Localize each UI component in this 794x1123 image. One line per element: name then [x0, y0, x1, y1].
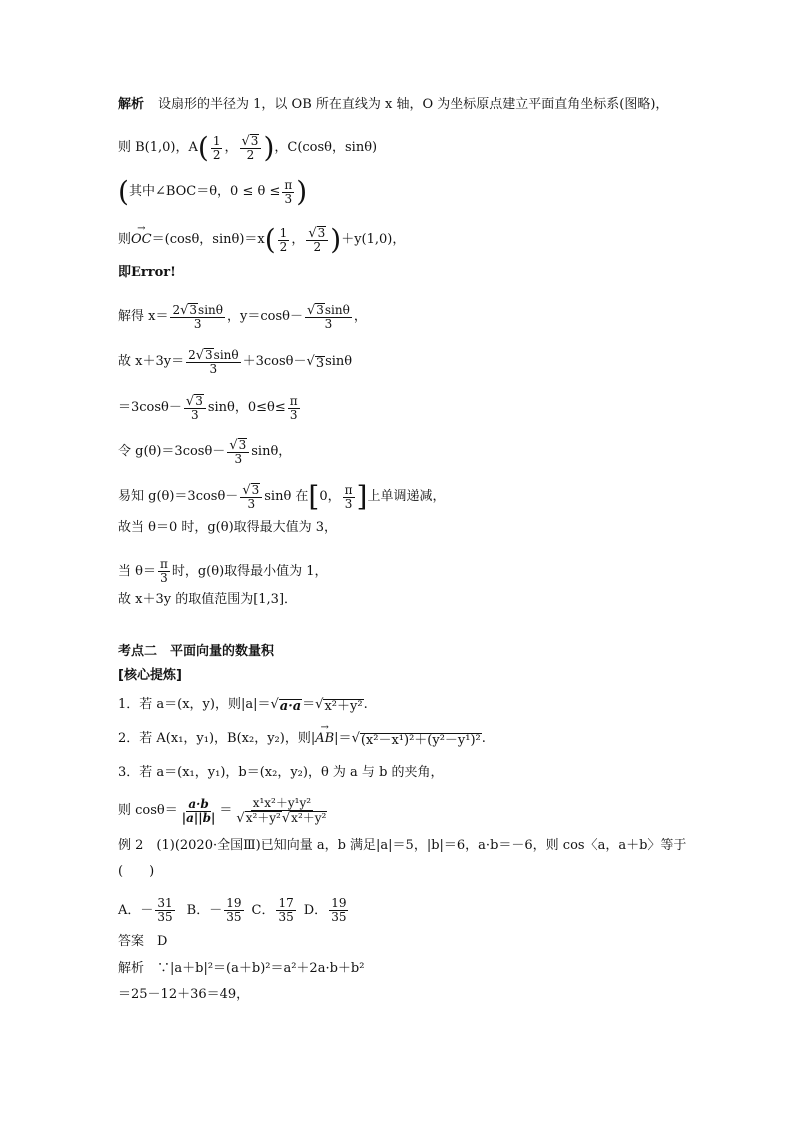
core-item-3-formula: 则 cosθ＝ $\frac{a\cdot b}{|a||b|}$ ＝ x¹x²＋y¹y² √ x²＋y² √ x²＋y² [118, 796, 327, 826]
simplify-line: ＝3cosθ－ √ 3 3 sinθ，0≤θ≤ $\frac{\pi}{3}$ [118, 393, 298, 422]
core-label: [核心提炼] [118, 668, 182, 683]
core-item-1: 1．若 a＝(x，y)，则|a|＝ √ a·a ＝ √ x²＋y² . [118, 697, 368, 714]
option-d[interactable]: D． $\frac{19}{35}$ [303, 896, 347, 924]
intro-text: 设扇形的半径为 1，以 OB 所在直线为 x 轴，O 为坐标原点建立平面直角坐标系(图略)， [158, 97, 669, 112]
analysis-label: 解析 [118, 97, 145, 112]
sum-line: 故 x＋3y＝ 2 √ 3 sinθ 3 ＋3cosθ－ √ 3 sinθ [118, 348, 353, 376]
frac-sqrt3-half: √ 3 2 [240, 134, 262, 162]
section-title: 考点二 平面向量的数量积 [118, 644, 275, 659]
option-c[interactable]: C． $\frac{17}{35}$ [251, 896, 294, 924]
frac-pi-3: $\frac{\pi}{3}$ [284, 177, 293, 206]
error-line: 即Error! [118, 265, 176, 280]
example-question: 例 2 (1)(2020·全国Ⅲ)已知向量 a，b 满足|a|＝5，|b|＝6，a·b＝－6，则 cos〈a，a＋b〉等于 [118, 838, 687, 853]
vector-ab: → AB [315, 731, 334, 747]
where-text: 其中∠BOC＝θ，0 ≤ θ ≤ [128, 184, 281, 199]
where-line: ( 其中∠BOC＝θ，0 ≤ θ ≤ $\frac{\pi}{3}$ ) [118, 175, 308, 208]
coords-c: ，C(cosθ，sinθ) [274, 140, 378, 155]
let-g-line: 令 g(θ)＝3cosθ－ √ 3 3 sinθ， [118, 438, 292, 466]
vector-eq-line: 则 → OC ＝(cosθ，sinθ)＝x ( $\frac{1}{2}$ ， √ 3 2 ) ＋y(1,0)， [118, 226, 405, 254]
example-options [118, 897, 350, 924]
monotone-line: 易知 g(θ)＝3cosθ－ √ 3 3 sinθ 在 [ 0， $\frac{\pi}{3}$ ] 上单调递减， [118, 480, 446, 513]
core-item-2: 2．若 A(x₁，y₁)，B(x₂，y₂)，则| → AB |＝ √ (x²－x¹)²＋(y²－y¹)² . [118, 731, 486, 747]
max-line: 故当 θ＝0 时，g(θ)取得最大值为 3， [118, 520, 338, 535]
range-line: 故 x＋3y 的取值范围为[1,3]． [118, 592, 298, 607]
vector-oc: → OC [131, 232, 152, 248]
frac-half: $\frac{1}{2}$ [212, 133, 221, 162]
example-analysis: 解析 ∵|a＋b|²＝(a＋b)²＝a²＋2a·b＋b² [118, 961, 365, 976]
example-blank: ( ) [118, 864, 155, 879]
solve-line: 解得 x＝ 2 √ 3 sinθ 3 ，y＝cosθ－ √ 3 sinθ 3 ， [118, 303, 367, 331]
min-line: 当 θ＝ $\frac{\pi}{3}$ 时，g(θ)取得最小值为 1， [118, 557, 328, 585]
example-calc: ＝25－12＋36＝49， [118, 987, 250, 1002]
core-item-3: 3．若 a＝(x₁，y₁)，b＝(x₂，y₂)，θ 为 a 与 b 的夹角， [118, 765, 444, 780]
option-a[interactable]: A．－ $\frac{31}{35}$ [118, 896, 173, 924]
option-b[interactable]: B．－ $\frac{19}{35}$ [186, 896, 242, 924]
coords-line: 则 B(1,0)，A ( $\frac{1}{2}$ ， √ 3 2 ) ，C(cosθ，sinθ) [118, 131, 378, 164]
coords-prefix: 则 B(1,0)，A [118, 140, 198, 155]
example-answer: 答案 D [118, 934, 168, 949]
solution-intro-line [118, 97, 668, 113]
